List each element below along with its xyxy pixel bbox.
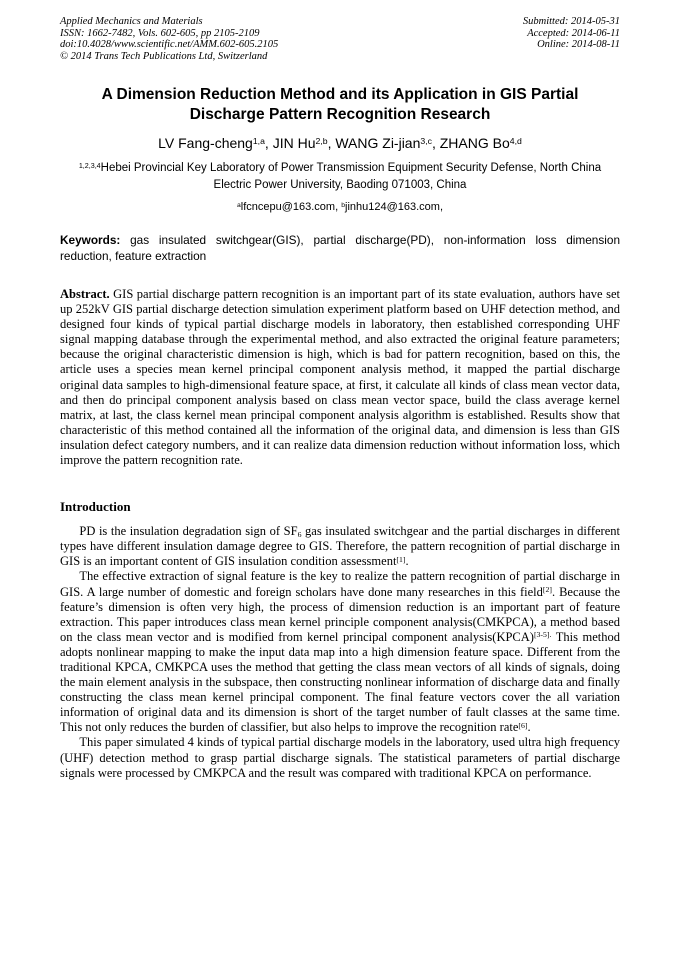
introduction-heading: Introduction bbox=[60, 499, 131, 515]
journal-doi: doi:10.4028/www.scientific.net/AMM.602-605.2105 bbox=[60, 39, 279, 50]
journal-header bbox=[60, 16, 620, 62]
journal-info bbox=[60, 16, 278, 62]
paper-title: A Dimension Reduction Method and its Application in GIS Partial Discharge Pattern Recognition Research bbox=[101, 86, 579, 123]
online-date: Online: 2014-08-11 bbox=[537, 39, 620, 50]
abstract-block: Abstract. GIS partial discharge pattern recognition is an important part of its state evaluation, authors have set up 252kV GIS partial discharge detection simulation experiment platform based on UHF detection method, and designed four kinds of typical partial discharge models in laboratory, then established corresponding UHF signal mapping database through the experimental method, and also extracted the original feature parameters; because the original characteristic dimension is high, which is bad for pattern recognition, based on this, the article uses a species mean kernel principal component analysis method, it mapped the partial discharge original data samples to high-dimensional feature space, at first, it calculate all kinds of class mean vector data, and then do principal component analysis based on class mean vector space, build the class average kernel matrix, at last, the class kernel mean principal component analysis algorithm is established. Results show that characteristic of this method contained all the information of the original data, and dimension is less than GIS insulation defect category numbers, and it can realize data dimension reduction without information loss, which improve the pattern recognition rate. bbox=[60, 287, 620, 468]
submission-dates bbox=[523, 16, 620, 62]
authors-line: LV Fang-cheng$^{1,a}$, JIN Hu$^{2,b}$, WANG Zi-jian$^{3,c}$, ZHANG Bo$^{4,d}$ bbox=[158, 135, 522, 151]
introduction-body bbox=[60, 524, 620, 781]
keywords-block: Keywords: gas insulated switchgear(GIS), partial discharge(PD), non-information loss dimension reduction, feature extraction bbox=[60, 233, 620, 263]
journal-issn: ISSN: 1662-7482, Vols. 602-605, pp 2105-2109 bbox=[60, 27, 260, 39]
author-emails: $^a$lfcncepu@163.com, $^b$jinhu124@163.com, bbox=[236, 201, 444, 213]
paragraph: The effective extraction of signal feature is the key to realize the pattern recognition of partial discharge in GIS. A large number of domestic and foreign scholars have done many researches in this field[2]. Because the feature’s dimension is often very high, the process of dimension reduction is an important part of feature extraction. This paper introduces class mean kernel principle component analysis(CMKPCA), a method based on the class mean vector and is modified from kernel principal component analysis(KPCA)$^{[3-5].}$ This method adopts nonlinear mapping to make the input data map into a high dimension feature space. Different from the traditional KPCA, CMKPCA uses the method that getting the class mean vectors of all kinds of signals, doing the main element analysis in the subspace, then constructing nonlinear information of discharge data and finally constructing the class mean kernel principal component. The final feature vectors cover the all variation information of original data and its dimension is short of the target number of fault classes at the same time. This not only reduces the burden of classifier, but also helps to improve the recognition rate[6]. bbox=[60, 569, 620, 735]
journal-copyright: © 2014 Trans Tech Publications Ltd, Switzerland bbox=[60, 50, 268, 62]
paragraph: PD is the insulation degradation sign of $SF_6$ gas insulated switchgear and the partial discharges in different types have different insulation damage degree to GIS. Therefore, the pattern recognition of partial discharge in GIS is an important content of GIS insulation condition assessment[1]. bbox=[60, 524, 620, 569]
submitted-date: Submitted: 2014-05-31 bbox=[522, 16, 620, 27]
accepted-date: Accepted: 2014-06-11 bbox=[527, 27, 620, 39]
affiliation: $^{1,2,3,4}$Hebei Provincial Key Laboratory of Power Transmission Equipment Security Defense, North China Electric Power University, Baoding 071003, China bbox=[78, 161, 602, 191]
journal-title: Applied Mechanics and Materials bbox=[60, 16, 203, 27]
paragraph: This paper simulated 4 kinds of typical partial discharge models in the laboratory, used ultra high frequency (UHF) detection method to grasp partial discharge signals. The statistical parameters of partial discharge signals were processed by CMKPCA and the result was compared with traditional KPCA on performance. bbox=[60, 735, 620, 780]
